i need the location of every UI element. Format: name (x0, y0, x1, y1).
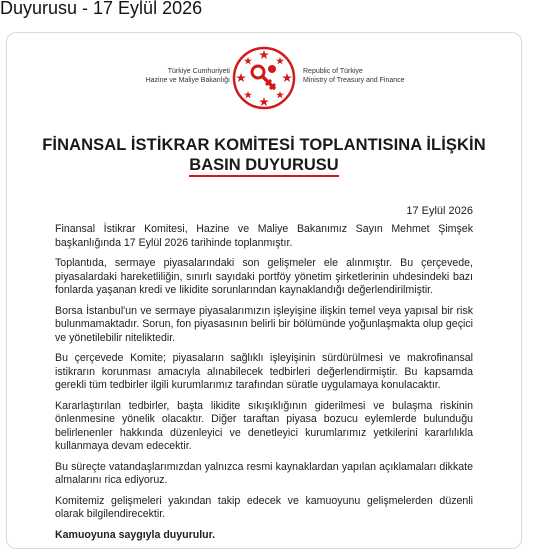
paragraph: Bu çerçevede Komite; piyasaların sağlıklı işleyişinin sürdürülmesi ve makrofinansal istikrarın korunması amacıyla alınabilecek tedbirleri değerlendirmiştir. Bu kapsamda gerekli tüm tedbirler ilgili kurumlarımız tarafından süratle uygulamaya konulacaktır. (55, 352, 473, 391)
ministry-logo (7, 41, 521, 113)
paragraph: Toplantıda, sermaye piyasalarındaki son gelişmeler ele alınmıştır. Bu çerçevede, piyasalardaki hareketliliğin, sınırlı sayıdaki portföy yönetim şirketlerinin uhdesindeki bazı fonlarda yaşanan kredi ve likidite sorunlarından kaynaklandığı değerlendirilmiştir. (55, 257, 473, 296)
logo-right-line2: Ministry of Treasury and Finance (303, 77, 405, 84)
logo-left-line1: Türkiye Cumhuriyeti (167, 68, 230, 75)
document-subtitle (7, 156, 521, 175)
document-title: FİNANSAL İSTİKRAR KOMİTESİ TOPLANTISINA İLİŞKİN (42, 136, 486, 154)
closing-statement: Kamuoyuna saygıyla duyurulur. (55, 528, 216, 541)
document-date: 17 Eylül 2026 (406, 205, 473, 217)
logo-right-line1: Republic of Türkiye (303, 68, 363, 75)
announcement-image[interactable] (6, 32, 522, 549)
post-header-text: Duyurusu - 17 Eylül 2026 (0, 0, 203, 18)
paragraph: Bu süreçte vatandaşlarımızdan yalnızca resmi kaynaklardan yapılan açıklamaları dikkate almalarını rica ediyoruz. (55, 460, 473, 486)
document-body (55, 223, 473, 549)
paragraph: Borsa İstanbul'un ve sermaye piyasalarımızın işleyişine ilişkin temel veya yapısal bir risk bulunmamaktadır. Sorun, fon piyasasının belirli bir bölümünde yoğunlaşmakta olup geçici ve yönetilebilir niteliktedir. (55, 304, 473, 344)
paragraph: Kararlaştırılan tedbirler, başta likidite sıkışıklığının giderilmesi ve bulaşma riskinin önlenmesine yönelik olacaktır. Diğer taraftan piyasa bozucu eylemlerde bulunduğu belirlenenler hakkında düzenleyici ve denetleyici kurumlarımız yetkilerini kararlılıkla kullanmaya devam edecektir. (55, 399, 473, 452)
logo-text-turkish (146, 67, 230, 85)
document-subtitle-text: BASIN DUYURUSU (189, 156, 338, 177)
logo-left-line2: Hazine ve Maliye Bakanlığı (145, 77, 230, 84)
treasury-emblem-icon (231, 45, 297, 111)
paragraph: Finansal İstikrar Komitesi, Hazine ve Maliye Bakanımız Sayın Mehmet Şimşek başkanlığında 17 Eylül 2026 tarihinde toplanmıştır. (55, 223, 473, 249)
logo-text-english (303, 67, 405, 85)
paragraph: Komitemiz gelişmeleri yakından takip edecek ve kamuoyunu gelişmelerden düzenli olarak bilgilendirecektir. (55, 494, 473, 520)
